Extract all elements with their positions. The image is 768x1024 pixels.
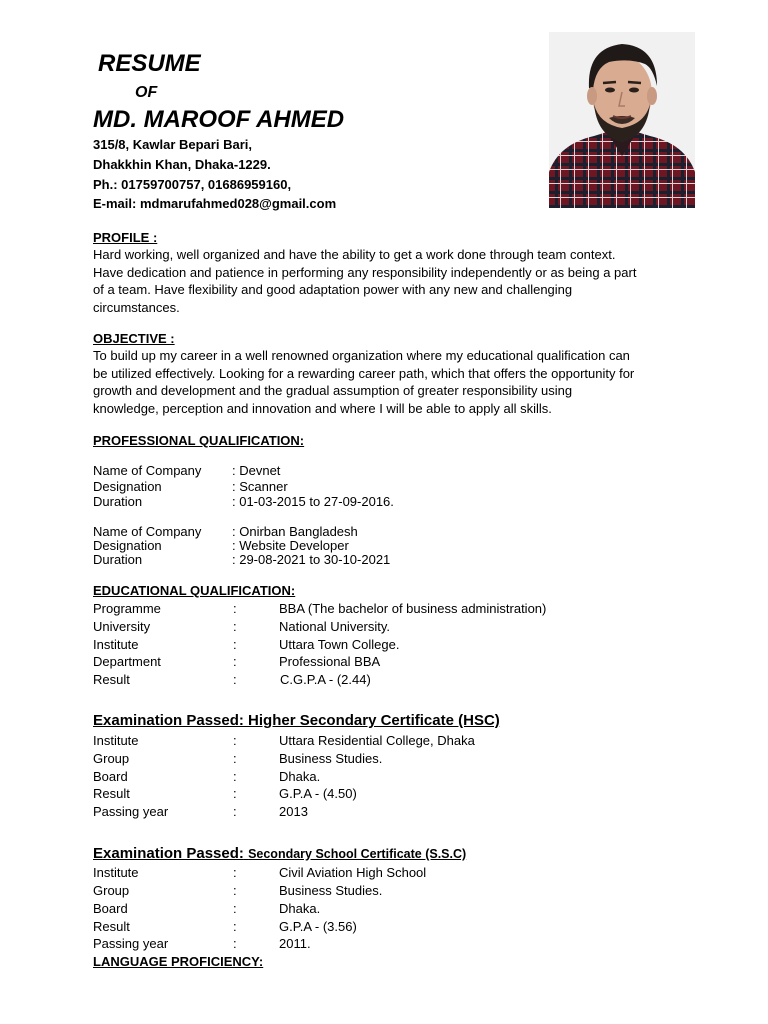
job-value: : Website Developer (232, 538, 349, 553)
profile-line: of a team. Have flexibility and good adaptation power with any new and challenging (93, 282, 573, 298)
candidate-name: MD. MAROOF AHMED (93, 106, 345, 133)
person-photo-icon (549, 32, 695, 208)
job-value: : Onirban Bangladesh (232, 524, 358, 539)
edu-label: Institute (93, 637, 139, 652)
ssc-sep: : (233, 883, 237, 898)
ssc-label: Group (93, 883, 130, 898)
objective-line: knowledge, perception and innovation and where I will be able to apply all skills. (93, 401, 552, 417)
address-line: Dhakkhin Khan, Dhaka-1229. (93, 157, 271, 172)
ssc-heading-main: Examination Passed: (93, 845, 244, 862)
edu-value: BBA (The bachelor of business administration) (279, 601, 547, 616)
job-label: Name of Company (93, 463, 202, 478)
hsc-sep: : (233, 733, 237, 748)
edu-label: Programme (93, 601, 161, 616)
hsc-label: Group (93, 751, 130, 766)
ssc-sep: : (233, 936, 237, 951)
edu-value: Professional BBA (279, 654, 381, 669)
objective-text (93, 347, 676, 418)
ssc-heading-sub: Secondary School Certificate (S.S.C) (248, 847, 467, 861)
objective-line: be utilized effectively. Looking for a rewarding career path, which that offers the opportunity for (93, 365, 635, 381)
ssc-sep: : (233, 865, 237, 880)
job-label: Duration (93, 552, 143, 567)
edu-value: National University. (279, 619, 391, 634)
education-heading: EDUCATIONAL QUALIFICATION: (93, 583, 296, 598)
objective-line: growth and development and the gradual assumption of greater responsibility using (93, 383, 573, 399)
hsc-value: Dhaka. (279, 769, 321, 784)
profile-text (93, 246, 676, 317)
job-label: Designation (93, 479, 162, 494)
hsc-label: Passing year (93, 804, 169, 819)
objective-heading: OBJECTIVE : (93, 331, 175, 346)
job-value: : 29-08-2021 to 30-10-2021 (232, 552, 391, 567)
hsc-label: Result (93, 786, 130, 801)
edu-value: C.G.P.A - (2.44) (280, 672, 371, 687)
hsc-label: Institute (93, 733, 139, 748)
ssc-label: Result (93, 919, 130, 934)
edu-label: University (93, 619, 151, 634)
address-line: 315/8, Kawlar Bepari Bari, (93, 137, 252, 152)
professional-heading: PROFESSIONAL QUALIFICATION: (93, 433, 305, 448)
job-label: Designation (93, 538, 162, 553)
ssc-heading (93, 845, 466, 862)
resume-title: RESUME (98, 50, 201, 77)
phone-line: Ph.: 01759700757, 01686959160, (93, 177, 292, 192)
ssc-label: Institute (93, 865, 139, 880)
ssc-value: G.P.A - (3.56) (279, 919, 357, 934)
profile-line: circumstances. (93, 300, 180, 316)
hsc-value: G.P.A - (4.50) (279, 786, 357, 801)
person-photo (549, 32, 695, 208)
edu-sep: : (233, 672, 237, 687)
profile-line: Have dedication and patience in performing any responsibility independently or as being a part (93, 264, 637, 280)
ssc-sep: : (233, 901, 237, 916)
ssc-value: Business Studies. (279, 883, 383, 898)
resume-of: OF (135, 84, 158, 101)
profile-heading: PROFILE : (93, 230, 158, 245)
edu-sep: : (233, 601, 237, 616)
hsc-value: Uttara Residential College, Dhaka (279, 733, 475, 748)
profile-line: Hard working, well organized and have the ability to get a work done through team context. (93, 247, 616, 262)
hsc-sep: : (233, 751, 237, 766)
ssc-value: Dhaka. (279, 901, 321, 916)
job-value: : 01-03-2015 to 27-09-2016. (232, 494, 394, 509)
email-line: E-mail: mdmarufahmed028@gmail.com (93, 196, 337, 211)
job-value: : Scanner (232, 479, 288, 494)
ssc-value: 2011. (279, 936, 311, 951)
hsc-sep: : (233, 769, 237, 784)
edu-sep: : (233, 654, 237, 669)
hsc-value: Business Studies. (279, 751, 383, 766)
objective-line: To build up my career in a well renowned organization where my educational qualification can (93, 348, 630, 363)
hsc-heading: Examination Passed: Higher Secondary Certificate (HSC) (93, 712, 500, 729)
edu-sep: : (233, 637, 237, 652)
job-value: : Devnet (232, 463, 281, 478)
job-label: Duration (93, 494, 143, 509)
ssc-sep: : (233, 919, 237, 934)
ssc-label: Board (93, 901, 128, 916)
hsc-sep: : (233, 804, 237, 819)
hsc-sep: : (233, 786, 237, 801)
job-label: Name of Company (93, 524, 202, 539)
ssc-value: Civil Aviation High School (279, 865, 427, 880)
edu-sep: : (233, 619, 237, 634)
ssc-label: Passing year (93, 936, 169, 951)
edu-label: Result (93, 672, 130, 687)
hsc-label: Board (93, 769, 128, 784)
hsc-value: 2013 (279, 804, 308, 819)
edu-label: Department (93, 654, 161, 669)
edu-value: Uttara Town College. (279, 637, 400, 652)
language-heading: LANGUAGE PROFICIENCY: (93, 954, 264, 969)
